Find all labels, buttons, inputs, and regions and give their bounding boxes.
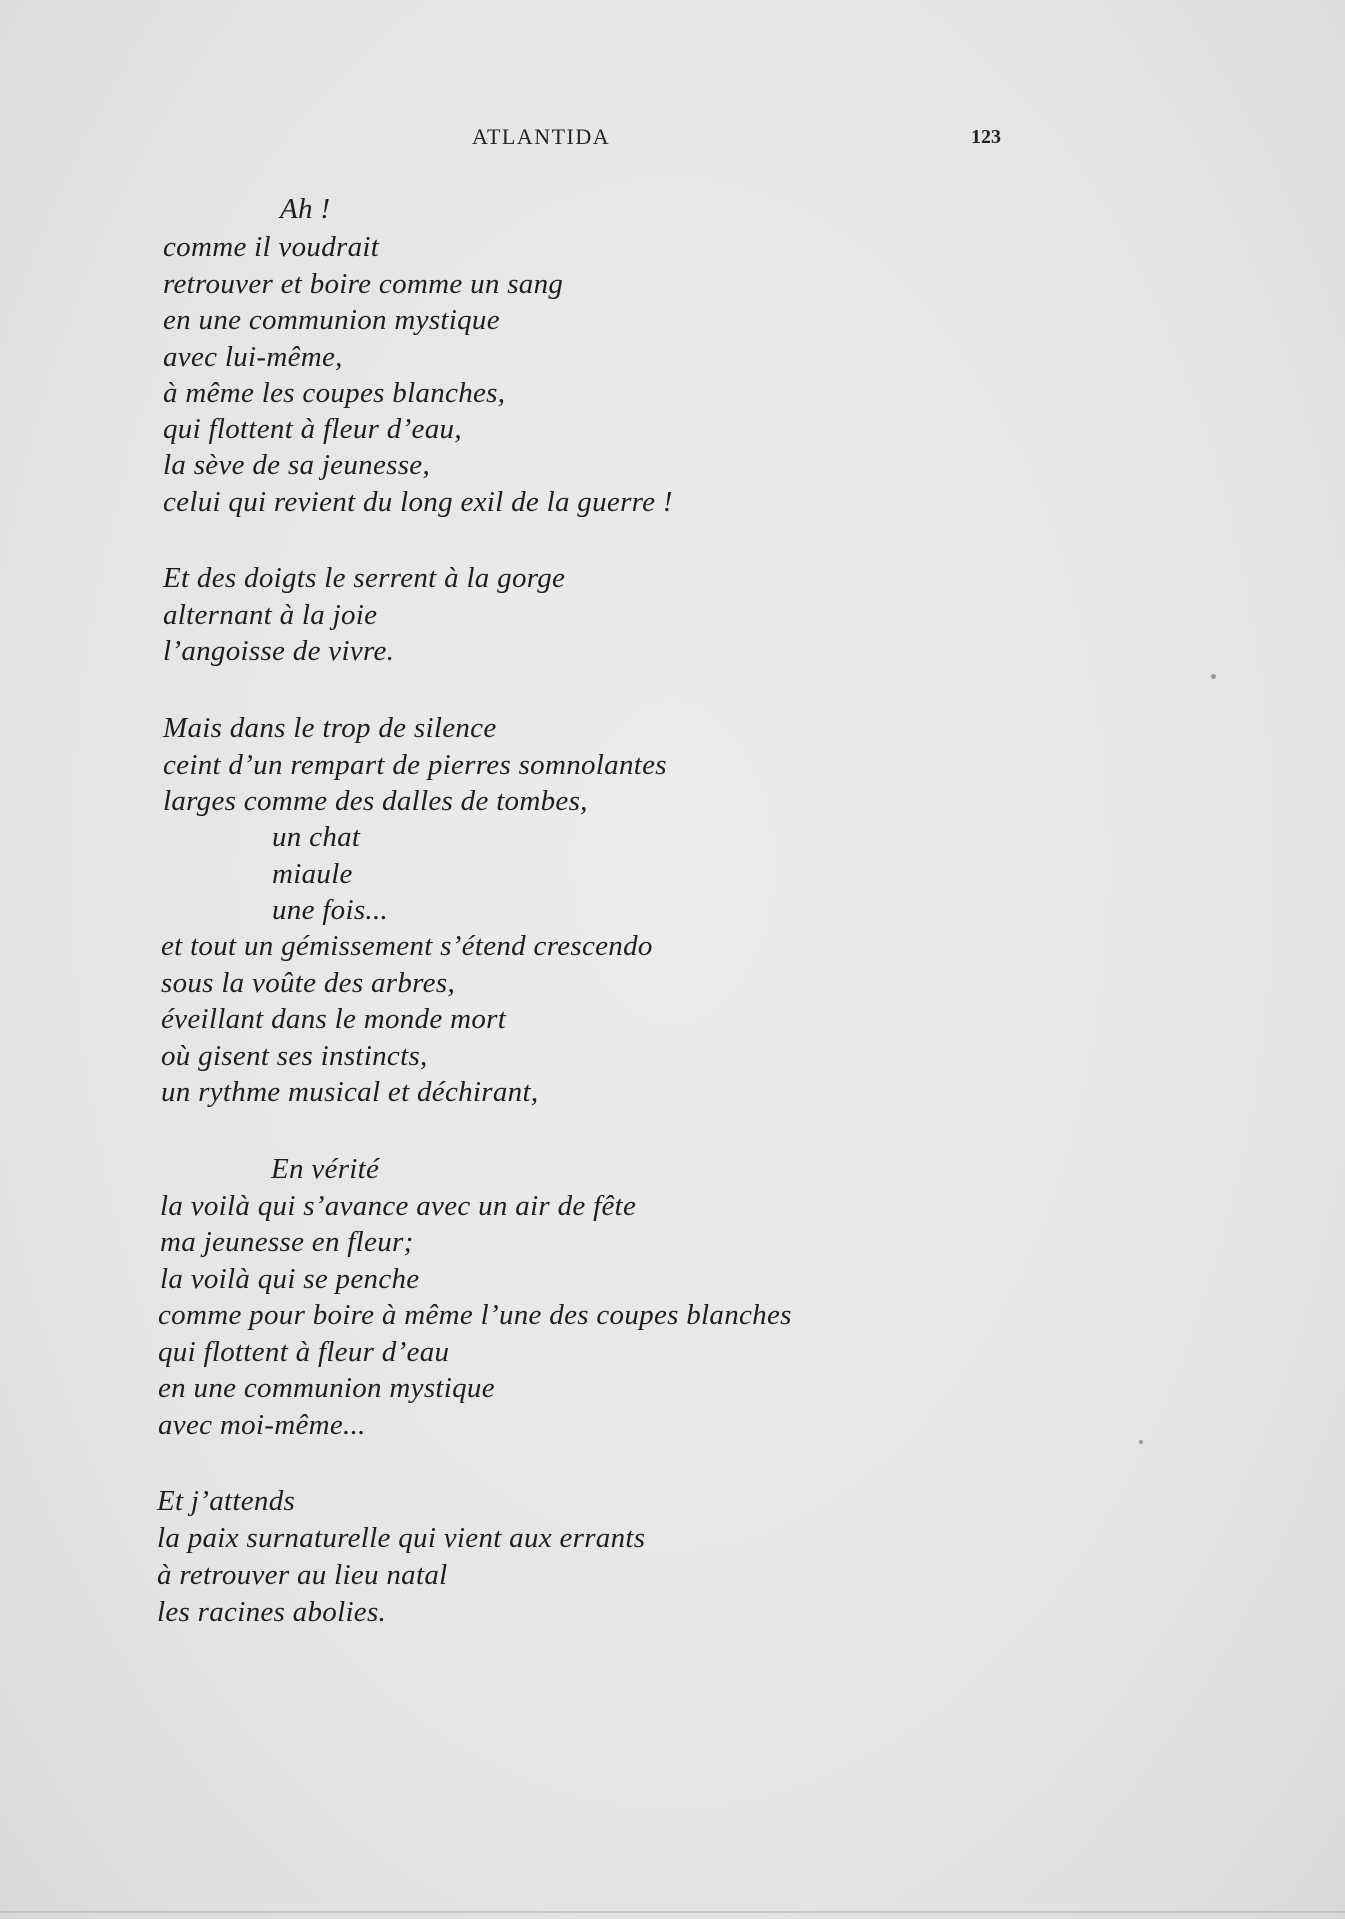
poem-line: En vérité [271, 1153, 380, 1185]
running-title: ATLANTIDA [472, 124, 611, 149]
poem-line: un rythme musical et déchirant, [161, 1076, 539, 1108]
poem-line: retrouver et boire comme un sang [163, 268, 564, 300]
paper-speck [1139, 1440, 1143, 1444]
poem-line: où gisent ses instincts, [161, 1040, 428, 1072]
poem-line: sous la voûte des arbres, [161, 967, 455, 999]
poem-line: à même les coupes blanches, [163, 377, 506, 409]
poem-line: Et j’attends [157, 1485, 296, 1517]
poem-line: avec lui-même, [163, 341, 343, 373]
poem-line: une fois... [272, 894, 389, 926]
poem-line: Mais dans le trop de silence [163, 712, 497, 744]
poem-line: Et des doigts le serrent à la gorge [163, 562, 566, 594]
poem-line: la voilà qui se penche [160, 1263, 420, 1295]
poem-line: comme pour boire à même l’une des coupes blanches [158, 1299, 792, 1331]
poem-line: qui flottent à fleur d’eau, [163, 413, 462, 445]
poem-line: la sève de sa jeunesse, [163, 449, 431, 481]
poem-line: l’angoisse de vivre. [163, 635, 395, 667]
poem-line: comme il voudrait [163, 231, 380, 263]
paper-speck [1211, 674, 1216, 679]
poem-line: à retrouver au lieu natal [157, 1559, 448, 1591]
poem-line: et tout un gémissement s’étend crescendo [161, 930, 653, 962]
poem-line: la paix surnaturelle qui vient aux errants [157, 1522, 646, 1554]
poem-line: alternant à la joie [163, 599, 378, 631]
poem-line: avec moi-même... [158, 1409, 366, 1441]
poem-line: éveillant dans le monde mort [161, 1003, 507, 1035]
poem-line: ma jeunesse en fleur; [160, 1226, 414, 1258]
poem-line: en une communion mystique [158, 1372, 495, 1404]
poem-line: celui qui revient du long exil de la guerre ! [163, 486, 673, 518]
poem-line: la voilà qui s’avance avec un air de fête [160, 1190, 637, 1222]
poem-line: en une communion mystique [163, 304, 500, 336]
poem-line: miaule [272, 858, 353, 890]
poem-line: ceint d’un rempart de pierres somnolantes [163, 749, 667, 781]
poem-line: larges comme des dalles de tombes, [163, 785, 588, 817]
poem-line: qui flottent à fleur d’eau [158, 1336, 450, 1368]
page-number: 123 [971, 126, 1001, 148]
page-edge [0, 1911, 1345, 1913]
poem-line: Ah ! [280, 193, 331, 225]
poem-line: les racines abolies. [157, 1596, 387, 1628]
poem-line: un chat [272, 821, 361, 853]
